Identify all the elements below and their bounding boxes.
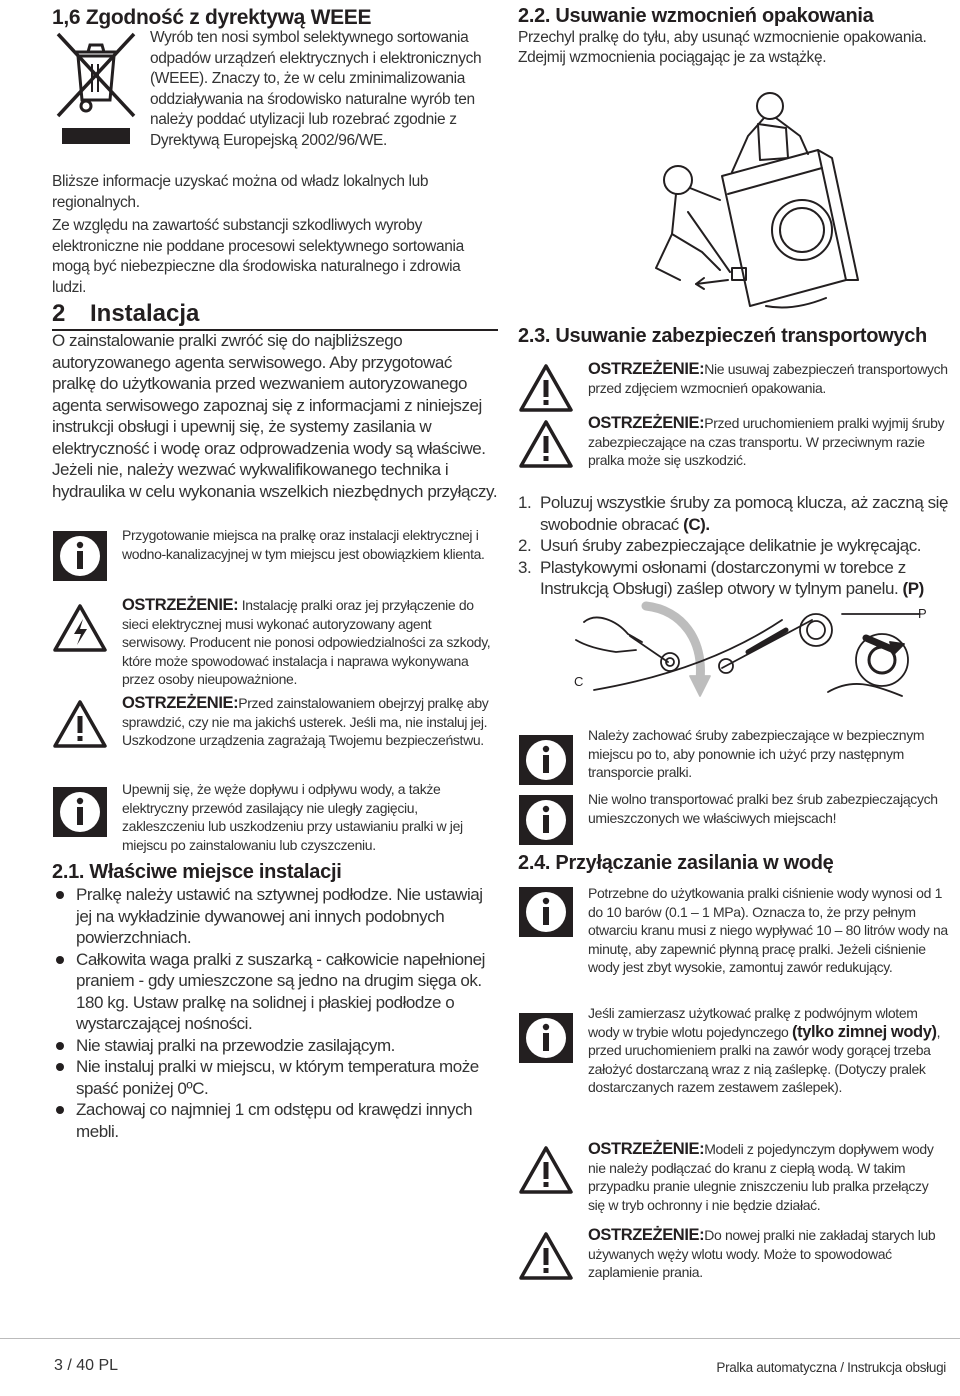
warning-label: OSTRZEŻENIE:: [588, 1226, 705, 1244]
supply-warning-old-hoses-body: Do nowej pralki nie zakładaj starych lub używanych węży wlotu wody. Może to spowodować zaplamienie prania.: [588, 1227, 936, 1280]
warning-inspect-body: Przed zainstalowaniem obejrzyj pralkę aby sprawdzić, czy nie ma jakichś usterek. Jeśli ma, nie instaluj jej. Uszkodzone urządzenia zagrażają Twojemu bezpieczeństwu.: [122, 695, 489, 748]
list-item: [518, 557, 948, 600]
transport-warning-1-body: Nie usuwaj zabezpieczeń transportowych przed zdjęciem wzmocnień opakowania.: [588, 361, 948, 396]
info-note-hoses-text: Upewnij się, że węże dopływu i odpływu wody, a także elektryczny przewód zasilający nie uległy zagięciu, zakleszczeniu lub uszkodzeniu przy ustawianiu pralki w jej miejscu po zainstalowaniu lub czyszczeniu.: [122, 781, 463, 853]
warning-label: OSTRZEŻENIE:: [122, 694, 239, 712]
info-icon: [518, 886, 574, 938]
step-number: 2.: [518, 536, 532, 555]
step-text: Usuń śruby zabezpieczające delikatnie je wykręcając.: [540, 536, 922, 555]
list-item: [518, 492, 948, 535]
info-icon: [518, 794, 574, 846]
page-number: 3 / 40 PL: [54, 1357, 119, 1374]
transport-note-2-text: Nie wolno transportować pralki bez śrub zabezpieczających umieszczonych we właściwych miejscach!: [588, 791, 938, 826]
electric-hazard-icon: [52, 602, 108, 654]
tilt-machine-illustration: [636, 84, 868, 310]
supply-note-emphasis: (tylko zimnej wody): [792, 1022, 937, 1041]
packaging-heading: 2.2. Usuwanie wzmocnień opakowania: [518, 5, 874, 27]
installation-heading: [52, 300, 498, 331]
info-icon: [52, 530, 108, 582]
document-title: Pralka automatyczna / Instrukcja obsługi: [716, 1360, 946, 1375]
supply-heading: 2.4. Przyłączanie zasilania w wodę: [518, 852, 834, 874]
step-number: 1.: [518, 493, 532, 512]
transport-warning-2-body: Przed uruchomieniem pralki wyjmij śruby zabezpieczające na czas transportu. W przeciwnym razie pralka może się uszkodzić.: [588, 415, 945, 468]
transport-warning-2-text: [588, 414, 948, 470]
crossed-bin-icon: [52, 28, 140, 148]
warning-icon: [518, 1230, 574, 1282]
transport-steps: [518, 492, 948, 600]
warning-icon: [518, 1144, 574, 1196]
location-bullets: [52, 884, 498, 1142]
step-number: 3.: [518, 557, 532, 577]
warning-inspect-text: [122, 694, 498, 750]
list-item: Zachowaj co najmniej 1 cm odstępu od krawędzi innych mebli.: [52, 1099, 498, 1142]
info-note-customer-text: Przygotowanie miejsca na pralkę oraz instalacji elektrycznej i wodno-kanalizacyjnej w tym miejscu jest obowiązkiem klienta.: [122, 527, 485, 562]
left-column: [52, 0, 498, 1330]
installation-number: 2: [52, 300, 66, 327]
warning-label: OSTRZEŻENIE:: [122, 596, 239, 614]
supply-note-dual-inlet-text: [588, 1004, 948, 1097]
list-item: Nie instaluj pralki w miejscu, w którym temperatura może spaść poniżej 0ºC.: [52, 1056, 498, 1099]
warning-label: OSTRZEŻENIE:: [588, 1140, 705, 1158]
step-ref: (C).: [683, 514, 710, 534]
step-ref: (P): [902, 579, 924, 598]
list-item: [518, 535, 948, 557]
supply-warning-old-hoses-text: [588, 1226, 948, 1282]
weee-intro: Wyrób ten nosi symbol selektywnego sortowania odpadów urządzeń elektrycznych i elektronicznych (WEEE). Znaczy to, że w celu zminimalizowania oddziaływania na środowisko naturalne wyrób ten należy poddać utylizacji lub rozebrać zgodnie z Dyrektywą Europejską 2002/96/WE.: [150, 29, 482, 149]
step-text: Poluzuj wszystkie śruby za pomocą klucza, aż zaczną się swobodnie obracać: [540, 493, 948, 534]
transport-warning-1-text: [588, 360, 948, 397]
step-text: Plastykowymi osłonami (dostarczonymi w torebce z Instrukcją Obsługi) zaślep otwory w tylnym panelu.: [540, 557, 906, 598]
weee-hazard: Ze względu na zawartość substancji szkodliwych wyroby elektroniczne nie poddane procesowi selektywnego sortowania mogą być niebezpieczne dla środowiska naturalnego i zdrowia ludzi.: [52, 217, 464, 296]
weee-info: Bliższe informacje uzyskać można od władz lokalnych lub regionalnych.: [52, 173, 429, 211]
info-icon: [518, 734, 574, 786]
installation-intro-2: Aby przygotować pralkę do użytkowania przed wezwaniem autoryzowanego agenta serwisowego zapoznaj się z informacjami z niniejszej instrukcji obsługi i upewnij się, że systemy zasilania w elektryczność i wodę oraz odprowadzenia wody są właściwe. Jeżeli nie, należy wezwać wykwalifikowanego technika i hydraulika w celu wykonania wszelkich niezbędnych przyłączy.: [52, 352, 498, 501]
footer-divider: [0, 1338, 960, 1339]
warning-electric-body: Instalację pralki oraz jej przyłączenie do sieci elektrycznej musi wykonać autoryzowany agent serwisowy. Producent nie ponosi odpowiedzialności za szkody, które może spowodować instalacja i naprawa wykonywana przez osoby nieupoważnione.: [122, 597, 491, 687]
warning-label: OSTRZEŻENIE:: [588, 414, 705, 432]
transport-note-1-text: Należy zachować śruby zabezpieczające w bezpiecznym miejscu po to, aby ponownie ich użyć przy następnym transporcie pralki.: [588, 727, 925, 780]
transport-heading: 2.3. Usuwanie zabezpieczeń transportowych: [518, 325, 927, 347]
list-item: Pralkę należy ustawić na sztywnej podłodze. Nie ustawiaj jej na wykładzinie dywanowej ani innych podobnych powierzchniach.: [52, 884, 498, 949]
supply-warning-hot-water-body: Modeli z pojedynczym dopływem wody nie należy podłączać do kranu z ciepłą wodą. W takim przypadku pranie ulegnie zniszczeniu lub pralka przełączy się w tryb ochronny i nie będzie działać.: [588, 1141, 934, 1213]
transport-bolts-illustration: [572, 600, 934, 706]
right-column: [518, 0, 948, 1330]
list-item: Nie stawiaj pralki na przewodzie zasilającym.: [52, 1035, 498, 1057]
list-item: Całkowita waga pralki z suszarką - całkowicie napełnionej praniem - gdy umieszczone są jedno na drugim sięga ok. 180 kg. Ustaw pralkę na solidnej i płaskiej podłodze o wystarczającej nośności.: [52, 949, 498, 1035]
supply-warning-hot-water-text: [588, 1140, 948, 1214]
label-p: P: [918, 606, 927, 621]
location-heading: 2.1. Właściwe miejsce instalacji: [52, 861, 342, 883]
installation-intro: [52, 330, 498, 502]
installation-intro-1: O zainstalowanie pralki zwróć się do najbliższego autoryzowanego agenta serwisowego.: [52, 331, 403, 372]
weee-heading: 1,6 Zgodność z dyrektywą WEEE: [52, 6, 372, 29]
installation-title: Instalacja: [90, 300, 200, 327]
warning-icon: [52, 698, 108, 750]
info-icon: [52, 786, 108, 838]
supply-note-pressure-text: Potrzebne do użytkowania pralki ciśnienie wody wynosi od 1 do 10 barów (0.1 – 1 MPa). Oznacza to, że przy pełnym otwarciu kranu musi z niego wypływać 10 – 80 litrów wody na minutę, aby zapewnić płynną pracę pralki. Jeżeli ciśnienie wody jest zbyt wysokie, zamontuj zawór redukujący.: [588, 885, 948, 975]
warning-electric-text: [122, 596, 498, 689]
info-icon: [518, 1012, 574, 1064]
packaging-text: Przechyl pralkę do tyłu, aby usunąć wzmocnienie opakowania. Zdejmij wzmocnienia pociągając je za wstążkę.: [518, 29, 927, 66]
warning-icon: [518, 418, 574, 470]
warning-icon: [518, 362, 574, 414]
supply-note-part: Jeśli zamierzasz użytkować pralkę z podwójnym wlotem wody w trybie wlotu pojedynczego: [588, 1005, 918, 1040]
supply-note-part: , przed uruchomieniem pralki na zawór wody gorącej trzeba założyć dostarczaną wraz z nią zaślepkę. (Dotyczy pralek dostarczanych razem zestawem zaślepek).: [588, 1023, 941, 1095]
label-c: C: [574, 674, 584, 689]
warning-label: OSTRZEŻENIE:: [588, 360, 705, 378]
